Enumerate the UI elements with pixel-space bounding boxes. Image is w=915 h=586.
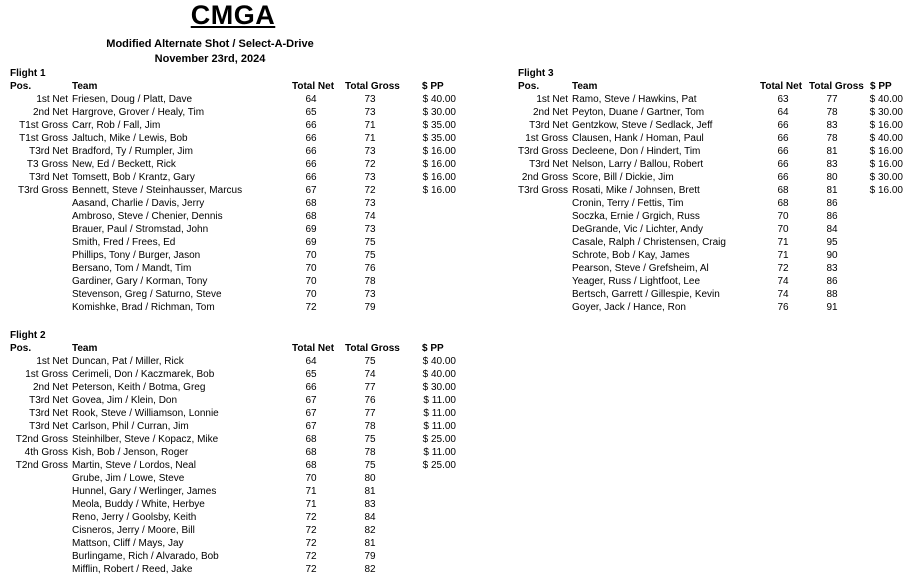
total-net-cell: 63 (777, 94, 789, 105)
payout-cell: $ 11.00 (423, 447, 456, 458)
header-team: Team (72, 343, 98, 354)
team-cell: Friesen, Doug / Platt, Dave (72, 94, 193, 105)
payout-cell: $ 30.00 (422, 382, 456, 393)
team-cell: Schrote, Bob / Kay, James (572, 250, 690, 261)
total-net-cell: 64 (305, 356, 317, 367)
table-row (10, 433, 456, 446)
total-gross-cell: 79 (364, 302, 376, 313)
team-cell: Steinhilber, Steve / Kopacz, Mike (72, 434, 219, 445)
total-net-cell: 70 (777, 224, 789, 235)
table-row (10, 394, 456, 407)
table-row (518, 145, 903, 158)
total-gross-cell: 84 (364, 512, 376, 523)
total-gross-cell: 71 (364, 120, 376, 131)
team-cell: New, Ed / Beckett, Rick (72, 159, 176, 170)
table-row (518, 119, 903, 132)
total-net-cell: 66 (777, 172, 789, 183)
team-cell: Martin, Steve / Lordos, Neal (72, 460, 196, 471)
event-date: November 23rd, 2024 (154, 53, 266, 65)
page-title: CMGA (190, 0, 276, 30)
total-gross-cell: 88 (826, 289, 838, 300)
table-row (10, 563, 376, 576)
table-row (518, 275, 838, 288)
table-row (10, 158, 456, 171)
total-net-cell: 72 (305, 302, 317, 313)
payout-cell: $ 25.00 (422, 460, 456, 471)
total-net-cell: 76 (777, 302, 789, 313)
total-net-cell: 71 (305, 499, 317, 510)
payout-cell: $ 40.00 (869, 133, 903, 144)
total-net-cell: 70 (305, 289, 317, 300)
team-cell: Pearson, Steve / Grefsheim, Al (572, 263, 709, 274)
flight-title: Flight 2 (10, 330, 46, 341)
payout-cell: $ 30.00 (869, 107, 903, 118)
total-gross-cell: 74 (364, 211, 376, 222)
position-cell: T3rd Net (29, 421, 68, 432)
total-net-cell: 66 (777, 146, 789, 157)
table-row (518, 158, 903, 171)
table-row (10, 132, 456, 145)
table-row (10, 446, 456, 459)
payout-cell: $ 35.00 (422, 120, 456, 131)
team-cell: Reno, Jerry / Goolsby, Keith (72, 512, 197, 523)
total-net-cell: 72 (305, 538, 317, 549)
total-net-cell: 70 (305, 276, 317, 287)
total-gross-cell: 83 (826, 159, 838, 170)
position-cell: 1st Gross (525, 133, 568, 144)
position-cell: T3rd Net (29, 146, 68, 157)
position-cell: T3rd Net (529, 120, 568, 131)
position-cell: 4th Gross (24, 447, 68, 458)
total-net-cell: 74 (777, 289, 789, 300)
payout-cell: $ 11.00 (423, 421, 456, 432)
total-gross-cell: 72 (364, 159, 376, 170)
position-cell: 2nd Net (32, 382, 68, 393)
team-cell: Mattson, Cliff / Mays, Jay (72, 538, 184, 549)
team-cell: Casale, Ralph / Christensen, Craig (572, 237, 726, 248)
team-cell: Brauer, Paul / Stromstad, John (72, 224, 209, 235)
table-header (518, 80, 892, 93)
team-cell: Bertsch, Garrett / Gillespie, Kevin (572, 289, 720, 300)
team-cell: Score, Bill / Dickie, Jim (572, 172, 674, 183)
team-cell: Cronin, Terry / Fettis, Tim (572, 198, 684, 209)
total-net-cell: 70 (305, 250, 317, 261)
team-cell: Ramo, Steve / Hawkins, Pat (572, 94, 697, 105)
payout-cell: $ 16.00 (869, 159, 903, 170)
table-row (10, 171, 456, 184)
header-total-gross: Total Gross (809, 81, 864, 92)
flight-3-section (518, 67, 903, 314)
position-cell: 1st Net (536, 94, 568, 105)
total-gross-cell: 78 (364, 447, 376, 458)
payout-cell: $ 40.00 (422, 356, 456, 367)
total-gross-cell: 75 (364, 237, 376, 248)
table-row (10, 210, 376, 223)
total-gross-cell: 72 (364, 185, 376, 196)
table-row (10, 511, 376, 524)
total-net-cell: 72 (305, 512, 317, 523)
team-cell: Mifflin, Robert / Reed, Jake (72, 564, 193, 575)
header-pp: $ PP (422, 81, 444, 92)
total-gross-cell: 95 (826, 237, 838, 248)
table-row (518, 197, 838, 210)
total-net-cell: 71 (777, 250, 789, 261)
total-gross-cell: 73 (364, 172, 376, 183)
team-cell: Hunnel, Gary / Werlinger, James (72, 486, 217, 497)
team-cell: Clausen, Hank / Homan, Paul (572, 133, 704, 144)
payout-cell: $ 40.00 (869, 94, 903, 105)
table-row (518, 288, 838, 301)
total-gross-cell: 73 (364, 224, 376, 235)
team-cell: Hargrove, Grover / Healy, Tim (72, 107, 205, 118)
position-cell: T3rd Net (29, 395, 68, 406)
total-gross-cell: 76 (364, 395, 376, 406)
header-team: Team (572, 81, 598, 92)
team-cell: Grube, Jim / Lowe, Steve (72, 473, 185, 484)
table-header (10, 342, 444, 355)
team-cell: Phillips, Tony / Burger, Jason (72, 250, 201, 261)
team-cell: Goyer, Jack / Hance, Ron (572, 302, 686, 313)
position-cell: T3rd Gross (518, 185, 569, 196)
table-row (10, 236, 376, 249)
team-cell: Cerimeli, Don / Kaczmarek, Bob (72, 369, 215, 380)
total-gross-cell: 75 (364, 356, 376, 367)
payout-cell: $ 16.00 (869, 120, 903, 131)
table-row (10, 262, 376, 275)
position-cell: 2nd Net (532, 107, 568, 118)
position-cell: 1st Gross (25, 369, 68, 380)
total-gross-cell: 82 (364, 564, 376, 575)
table-row (518, 236, 838, 249)
total-gross-cell: 86 (826, 211, 838, 222)
position-cell: T3rd Gross (518, 146, 569, 157)
header-team: Team (72, 81, 98, 92)
total-gross-cell: 91 (826, 302, 838, 313)
total-net-cell: 65 (305, 369, 317, 380)
table-row (10, 550, 376, 563)
table-row (10, 420, 456, 433)
team-cell: Yeager, Russ / Lightfoot, Lee (572, 276, 701, 287)
total-gross-cell: 82 (364, 525, 376, 536)
total-gross-cell: 79 (364, 551, 376, 562)
team-cell: Jaltuch, Mike / Lewis, Bob (72, 133, 188, 144)
team-cell: Bersano, Tom / Mandt, Tim (72, 263, 192, 274)
table-row (518, 301, 838, 314)
total-net-cell: 67 (305, 421, 317, 432)
team-cell: Peterson, Keith / Botma, Greg (72, 382, 206, 393)
header-pos: Pos. (10, 343, 32, 354)
total-gross-cell: 83 (826, 263, 838, 274)
total-net-cell: 66 (777, 133, 789, 144)
total-net-cell: 68 (305, 198, 317, 209)
team-cell: Stevenson, Greg / Saturno, Steve (72, 289, 222, 300)
total-net-cell: 67 (305, 395, 317, 406)
total-gross-cell: 77 (364, 382, 376, 393)
table-row (10, 355, 456, 368)
position-cell: T1st Gross (19, 120, 68, 131)
total-gross-cell: 75 (364, 250, 376, 261)
team-cell: Ambroso, Steve / Chenier, Dennis (72, 211, 223, 222)
team-cell: DeGrande, Vic / Lichter, Andy (572, 224, 704, 235)
team-cell: Burlingame, Rich / Alvarado, Bob (72, 551, 219, 562)
team-cell: Gardiner, Gary / Korman, Tony (72, 276, 208, 287)
table-row (10, 407, 456, 420)
total-gross-cell: 83 (826, 120, 838, 131)
header-pp: $ PP (870, 81, 892, 92)
total-gross-cell: 75 (364, 460, 376, 471)
position-cell: T3rd Net (29, 408, 68, 419)
total-gross-cell: 74 (364, 369, 376, 380)
table-row (518, 210, 838, 223)
payout-cell: $ 16.00 (422, 146, 456, 157)
flight-title: Flight 1 (10, 68, 46, 79)
total-gross-cell: 77 (826, 94, 838, 105)
total-net-cell: 68 (305, 211, 317, 222)
total-net-cell: 66 (305, 159, 317, 170)
table-row (10, 249, 376, 262)
team-cell: Gentzkow, Steve / Sedlack, Jeff (572, 120, 713, 131)
payout-cell: $ 16.00 (869, 185, 903, 196)
total-net-cell: 72 (305, 551, 317, 562)
payout-cell: $ 16.00 (422, 172, 456, 183)
total-gross-cell: 80 (826, 172, 838, 183)
team-cell: Bradford, Ty / Rumpler, Jim (72, 146, 193, 157)
total-gross-cell: 78 (826, 107, 838, 118)
event-subtitle: Modified Alternate Shot / Select-A-Drive (106, 38, 314, 50)
total-gross-cell: 78 (364, 276, 376, 287)
team-cell: Decleene, Don / Hindert, Tim (572, 146, 701, 157)
total-net-cell: 66 (305, 120, 317, 131)
table-row (518, 171, 903, 184)
position-cell: T2nd Gross (15, 460, 68, 471)
payout-cell: $ 40.00 (422, 369, 456, 380)
header-total-gross: Total Gross (345, 343, 400, 354)
header-pos: Pos. (518, 81, 540, 92)
table-row (10, 119, 456, 132)
total-gross-cell: 73 (364, 107, 376, 118)
table-row (10, 537, 376, 550)
team-cell: Peyton, Duane / Gartner, Tom (572, 107, 705, 118)
payout-cell: $ 11.00 (423, 395, 456, 406)
total-net-cell: 68 (777, 185, 789, 196)
header-pp: $ PP (422, 343, 444, 354)
total-net-cell: 66 (777, 159, 789, 170)
team-cell: Cisneros, Jerry / Moore, Bill (72, 525, 195, 536)
payout-cell: $ 25.00 (422, 434, 456, 445)
table-row (10, 288, 376, 301)
total-net-cell: 67 (305, 408, 317, 419)
flight-2-section (10, 329, 456, 576)
table-row (518, 249, 838, 262)
table-row (518, 184, 903, 197)
table-row (10, 524, 376, 537)
header-total-net: Total Net (760, 81, 803, 92)
total-gross-cell: 73 (364, 146, 376, 157)
total-net-cell: 68 (305, 434, 317, 445)
total-net-cell: 71 (777, 237, 789, 248)
total-net-cell: 69 (305, 237, 317, 248)
table-row (518, 262, 838, 275)
total-net-cell: 66 (305, 172, 317, 183)
total-net-cell: 66 (305, 133, 317, 144)
total-gross-cell: 73 (364, 289, 376, 300)
position-cell: T3rd Net (29, 172, 68, 183)
table-row (10, 223, 376, 236)
payout-cell: $ 16.00 (869, 146, 903, 157)
team-cell: Meola, Buddy / White, Herbye (72, 499, 205, 510)
team-cell: Rook, Steve / Williamson, Lonnie (72, 408, 219, 419)
total-gross-cell: 81 (826, 146, 838, 157)
total-net-cell: 70 (777, 211, 789, 222)
position-cell: 2nd Net (32, 107, 68, 118)
total-gross-cell: 84 (826, 224, 838, 235)
total-net-cell: 71 (305, 486, 317, 497)
total-gross-cell: 78 (826, 133, 838, 144)
team-cell: Aasand, Charlie / Davis, Jerry (72, 198, 205, 209)
header-total-gross: Total Gross (345, 81, 400, 92)
total-net-cell: 66 (305, 146, 317, 157)
total-gross-cell: 86 (826, 276, 838, 287)
total-gross-cell: 90 (826, 250, 838, 261)
payout-cell: $ 30.00 (422, 107, 456, 118)
position-cell: T3rd Gross (17, 185, 68, 196)
table-row (10, 145, 456, 158)
total-net-cell: 65 (305, 107, 317, 118)
table-row (10, 93, 456, 106)
total-net-cell: 70 (305, 263, 317, 274)
total-net-cell: 64 (777, 107, 789, 118)
total-net-cell: 72 (305, 525, 317, 536)
table-row (518, 223, 838, 236)
total-gross-cell: 81 (364, 486, 376, 497)
total-net-cell: 68 (305, 447, 317, 458)
team-cell: Bennett, Steve / Steinhausser, Marcus (72, 185, 243, 196)
flight-title: Flight 3 (518, 68, 554, 79)
table-row (10, 184, 456, 197)
total-net-cell: 74 (777, 276, 789, 287)
total-gross-cell: 83 (364, 499, 376, 510)
header-total-net: Total Net (292, 81, 335, 92)
total-gross-cell: 81 (826, 185, 838, 196)
table-row (10, 485, 376, 498)
payout-cell: $ 11.00 (423, 408, 456, 419)
team-cell: Kish, Bob / Jenson, Roger (72, 447, 189, 458)
table-row (10, 275, 376, 288)
total-net-cell: 70 (305, 473, 317, 484)
total-net-cell: 68 (777, 198, 789, 209)
total-net-cell: 67 (305, 185, 317, 196)
total-gross-cell: 77 (364, 408, 376, 419)
table-row (518, 106, 903, 119)
total-gross-cell: 76 (364, 263, 376, 274)
team-cell: Soczka, Ernie / Grgich, Russ (572, 211, 700, 222)
total-net-cell: 66 (305, 382, 317, 393)
payout-cell: $ 16.00 (422, 185, 456, 196)
team-cell: Smith, Fred / Frees, Ed (72, 237, 176, 248)
team-cell: Carr, Rob / Fall, Jim (72, 120, 161, 131)
total-net-cell: 72 (305, 564, 317, 575)
total-net-cell: 69 (305, 224, 317, 235)
team-cell: Govea, Jim / Klein, Don (72, 395, 178, 406)
team-cell: Nelson, Larry / Ballou, Robert (572, 159, 704, 170)
position-cell: 1st Net (36, 356, 68, 367)
team-cell: Duncan, Pat / Miller, Rick (72, 356, 184, 367)
total-gross-cell: 73 (364, 94, 376, 105)
table-row (10, 197, 376, 210)
position-cell: T2nd Gross (15, 434, 68, 445)
total-gross-cell: 78 (364, 421, 376, 432)
team-cell: Carlson, Phil / Curran, Jim (72, 421, 189, 432)
table-row (10, 368, 456, 381)
total-net-cell: 66 (777, 120, 789, 131)
position-cell: T3 Gross (26, 159, 68, 170)
position-cell: T3rd Net (529, 159, 568, 170)
table-row (10, 381, 456, 394)
total-gross-cell: 80 (364, 473, 376, 484)
header-pos: Pos. (10, 81, 32, 92)
flight-1-section (10, 67, 456, 314)
table-row (10, 472, 376, 485)
table-row (518, 93, 903, 106)
table-row (518, 132, 903, 145)
total-gross-cell: 86 (826, 198, 838, 209)
total-gross-cell: 71 (364, 133, 376, 144)
header-total-net: Total Net (292, 343, 335, 354)
team-cell: Tomsett, Bob / Krantz, Gary (72, 172, 195, 183)
position-cell: T1st Gross (19, 133, 68, 144)
payout-cell: $ 35.00 (422, 133, 456, 144)
table-header (10, 80, 444, 93)
team-cell: Komishke, Brad / Richman, Tom (72, 302, 215, 313)
payout-cell: $ 16.00 (422, 159, 456, 170)
total-net-cell: 68 (305, 460, 317, 471)
payout-cell: $ 30.00 (869, 172, 903, 183)
total-net-cell: 72 (777, 263, 789, 274)
table-row (10, 106, 456, 119)
position-cell: 1st Net (36, 94, 68, 105)
total-net-cell: 64 (305, 94, 317, 105)
position-cell: 2nd Gross (521, 172, 568, 183)
team-cell: Rosati, Mike / Johnsen, Brett (572, 185, 700, 196)
total-gross-cell: 81 (364, 538, 376, 549)
table-row (10, 498, 376, 511)
table-row (10, 459, 456, 472)
total-gross-cell: 75 (364, 434, 376, 445)
table-row (10, 301, 376, 314)
payout-cell: $ 40.00 (422, 94, 456, 105)
total-gross-cell: 73 (364, 198, 376, 209)
